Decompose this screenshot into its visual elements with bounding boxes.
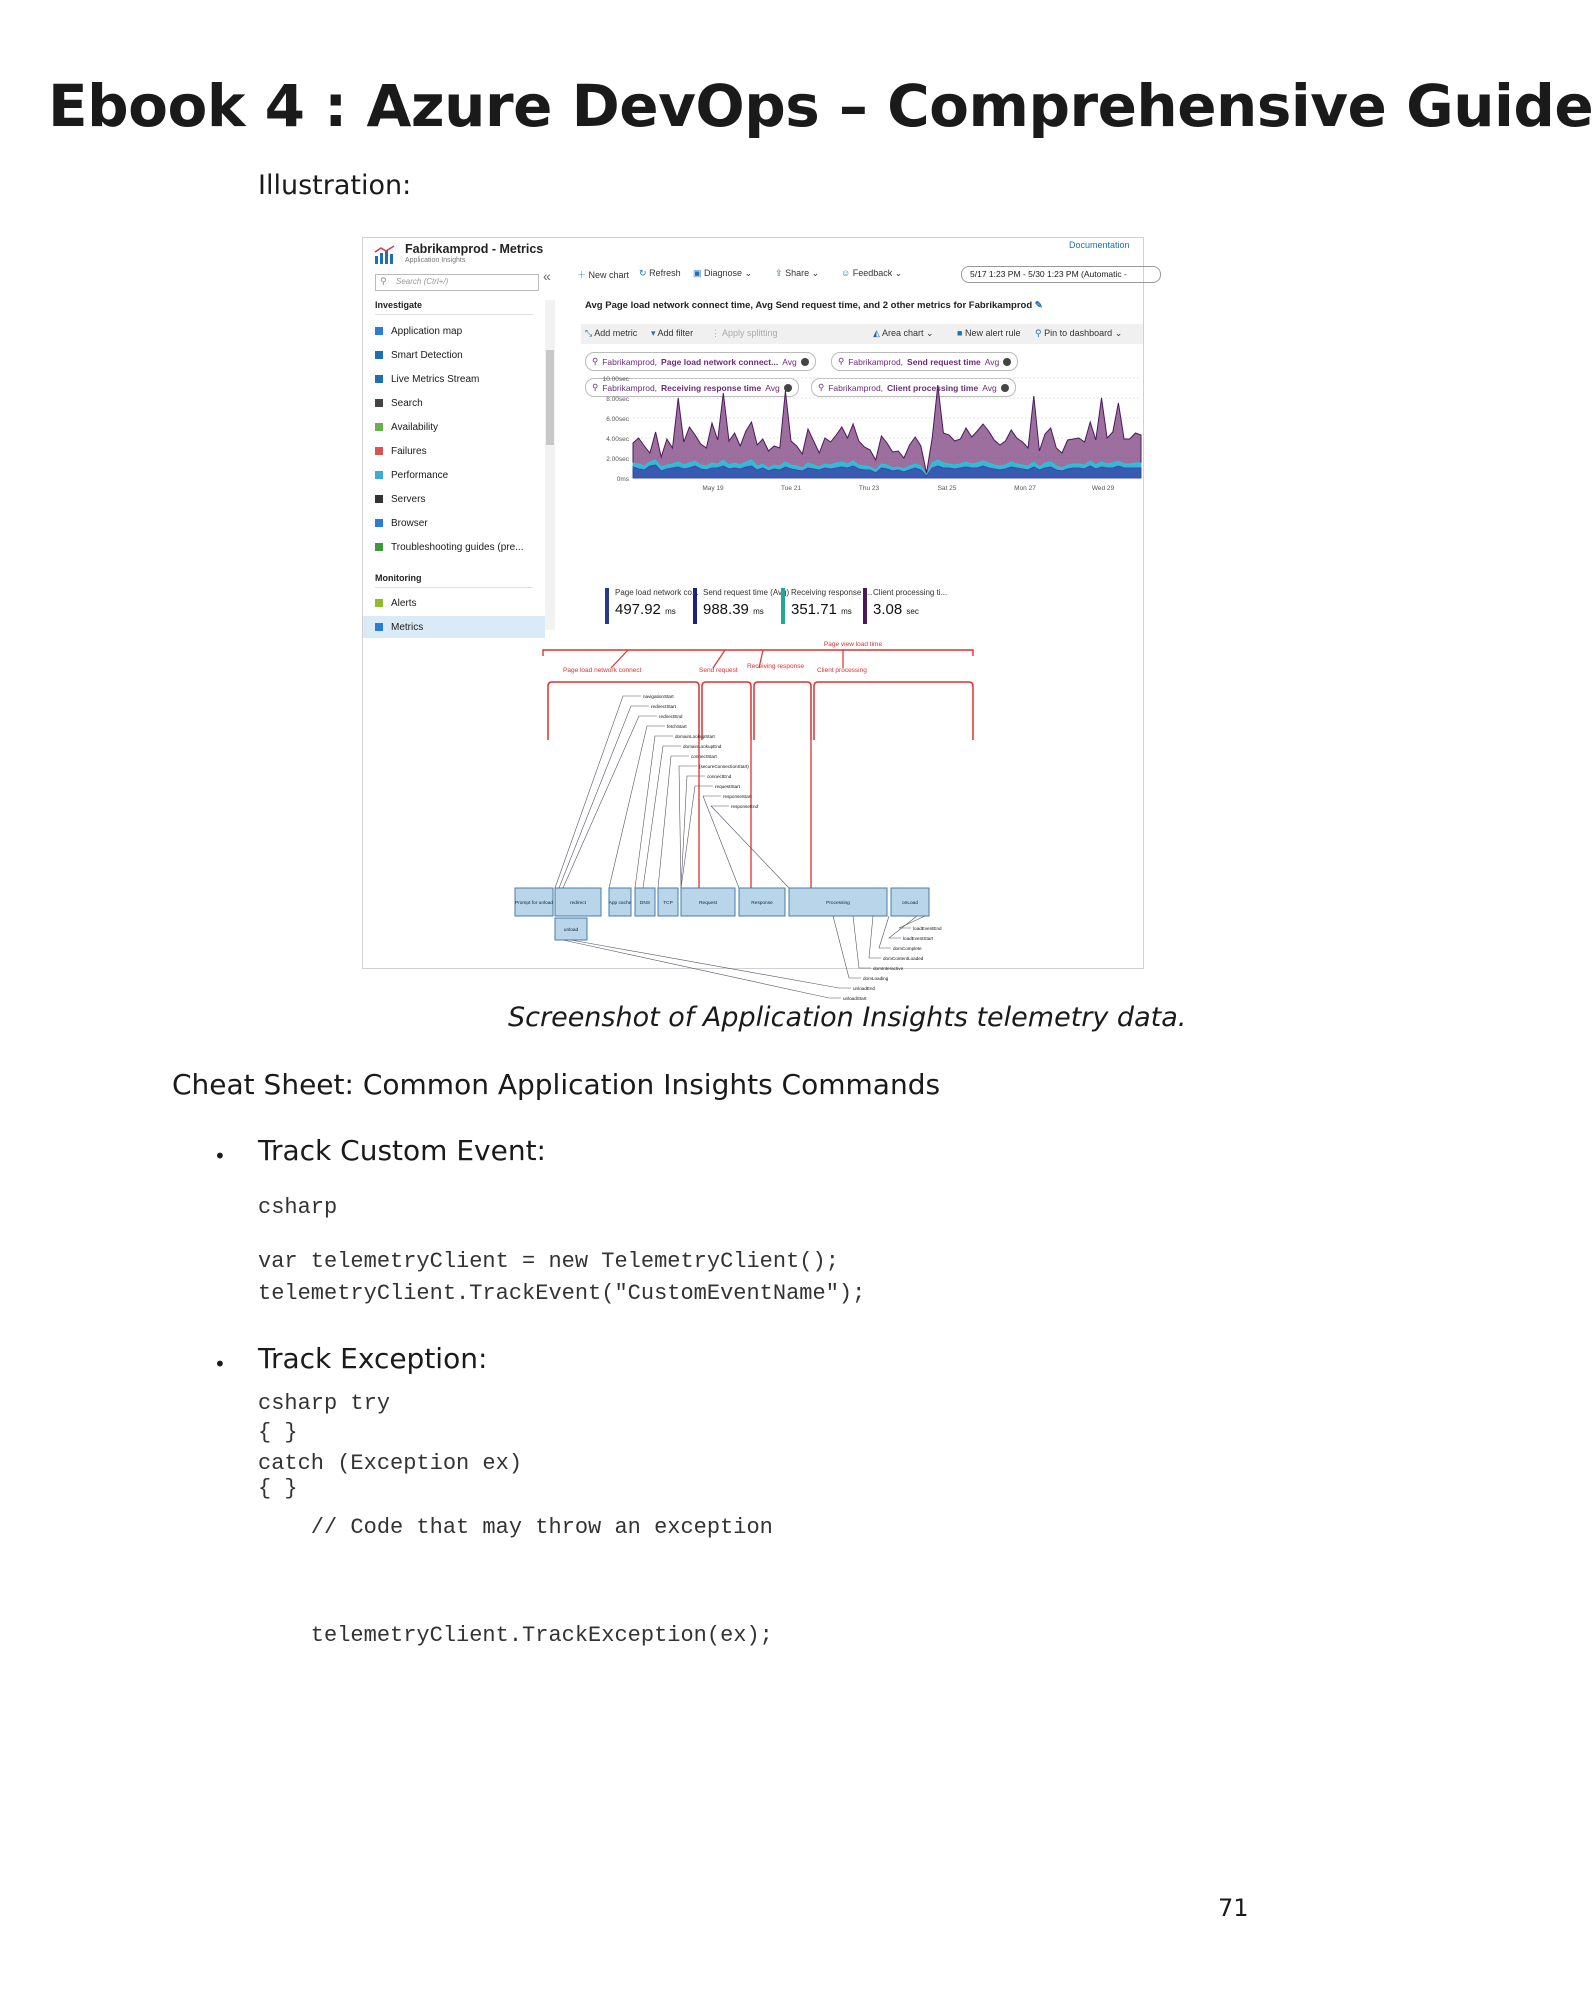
chart-header: Avg Page load network connect time, Avg Send request time, and 2 other metrics for Fabrikamprod ✎: [585, 300, 1043, 311]
stat-name: Send request time (Avg): [703, 588, 790, 597]
phase-bracket: [814, 682, 973, 740]
sidebar-item-icon: [375, 351, 383, 359]
alert-icon: ■: [957, 328, 963, 338]
sidebar-item-label: Availability: [391, 421, 439, 433]
area-chart-icon: ◭: [873, 328, 880, 338]
item-label-track-exception: Track Exception:: [258, 1342, 488, 1375]
code-line: telemetryClient.TrackException(ex);: [258, 1623, 773, 1648]
event-label: navigationStart: [643, 694, 674, 699]
monitoring-heading: Monitoring: [375, 573, 422, 583]
pin-to-dashboard-button[interactable]: ⚲ Pin to dashboard ⌄: [1035, 328, 1123, 338]
search-placeholder: Search (Ctrl+/): [396, 277, 449, 286]
page-view-load-time-label: Page view load time: [823, 641, 883, 648]
sidebar-item-label: Troubleshooting guides (pre...: [391, 541, 524, 553]
event-leader-line: [563, 716, 657, 888]
timing-box-label: DNS: [639, 901, 651, 906]
timing-box-label: Prompt for unload: [514, 901, 554, 906]
event-leader-line: [643, 746, 681, 888]
event-leader-line: [555, 696, 641, 888]
sidebar-item-label: Metrics: [391, 621, 424, 633]
sidebar-item[interactable]: [375, 320, 545, 342]
x-tick-label: Mon 27: [1014, 485, 1036, 492]
diagnose-button[interactable]: ▣ Diagnose ⌄: [693, 268, 753, 278]
stat-name: Receiving response t...: [791, 588, 873, 597]
page-load-timing-diagram: [513, 638, 993, 1001]
sidebar-item-icon: [375, 327, 383, 335]
event-leader-line: [879, 916, 891, 948]
event-leader-line: [563, 940, 841, 998]
x-tick-label: Sat 25: [937, 485, 957, 492]
stat-value: 3.08 sec: [873, 601, 919, 618]
chip-aggregation: Avg: [782, 356, 797, 367]
event-label: domContentLoaded: [883, 956, 924, 961]
timing-box-label: Processing: [826, 901, 850, 906]
x-tick-label: May 19: [702, 485, 724, 492]
event-label: requestStart: [715, 784, 741, 789]
illustration-label: Illustration:: [258, 170, 412, 201]
code-line: catch (Exception ex): [258, 1451, 523, 1476]
event-label: connectEnd: [707, 774, 732, 779]
sidebar-item[interactable]: [375, 536, 545, 558]
event-label: unloadEnd: [853, 986, 875, 991]
sidebar-item-icon: [375, 375, 383, 383]
phase-bracket: [548, 682, 699, 740]
phase-label: Page load network connect: [563, 667, 642, 674]
chip-metric: Send request time: [907, 356, 981, 367]
y-tick-label: 8.00sec: [606, 396, 629, 403]
phase-connector: [713, 650, 725, 668]
share-icon: ⇪: [775, 268, 783, 278]
summary-stat: [693, 588, 789, 624]
chip-aggregation: Avg: [765, 382, 780, 393]
event-leader-line: [681, 776, 705, 888]
x-tick-label: Thu 23: [858, 485, 880, 492]
chip-aggregation: Avg: [982, 382, 997, 393]
event-label: loadEventEnd: [913, 926, 942, 931]
sidebar-item-icon: [375, 543, 383, 551]
code-line: var telemetryClient = new TelemetryClient();: [258, 1249, 839, 1274]
sidebar-item-label: Servers: [391, 493, 426, 505]
sidebar-item-label: Smart Detection: [391, 349, 463, 361]
chip-prefix: Fabrikamprod,: [602, 382, 658, 393]
event-label: unloadStart: [843, 996, 867, 1001]
summary-stat: [863, 588, 947, 624]
chevron-down-icon: ⌄: [894, 268, 903, 278]
stat-value: 351.71 ms: [791, 601, 852, 618]
timing-box-label: Response: [751, 901, 773, 906]
code-line: { }: [258, 1420, 298, 1445]
sidebar-item-icon: [375, 399, 383, 407]
sidebar-item-label: Browser: [391, 517, 428, 529]
page-number: 71: [1218, 1894, 1249, 1922]
event-label: (secureConnectionStart): [699, 764, 749, 769]
event-leader-line: [609, 726, 665, 888]
stat-unit: ms: [841, 607, 852, 616]
event-leader-line: [869, 916, 881, 958]
splitting-icon: ⋮: [711, 328, 720, 338]
sidebar-item-label: Performance: [391, 469, 449, 481]
phase-connector: [611, 650, 628, 668]
app-subtitle: Application Insights: [405, 257, 466, 264]
event-leader-line: [703, 796, 739, 888]
share-button[interactable]: ⇪ Share ⌄: [775, 268, 820, 278]
chip-prefix: Fabrikamprod,: [602, 356, 658, 367]
sidebar-item[interactable]: [375, 392, 545, 414]
sidebar-item-icon: [375, 623, 383, 631]
event-label: loadEventStart: [903, 936, 934, 941]
sidebar-item[interactable]: [375, 512, 545, 534]
close-icon[interactable]: [801, 358, 809, 366]
time-range-picker[interactable]: 5/17 1:23 PM - 5/30 1:23 PM (Automatic -: [961, 266, 1161, 283]
chip-aggregation: Avg: [984, 356, 1000, 367]
stat-name: Page load network co...: [615, 588, 699, 597]
sidebar-item-label: Application map: [391, 325, 463, 337]
timing-box-label: Request: [699, 901, 717, 906]
event-label: responseEnd: [731, 804, 759, 809]
feedback-button[interactable]: ☺ Feedback ⌄: [841, 268, 903, 278]
search-input[interactable]: [375, 274, 539, 291]
event-leader-line: [559, 706, 649, 888]
new-alert-rule-button[interactable]: ■ New alert rule: [957, 328, 1021, 338]
metric-chip[interactable]: [831, 352, 1018, 371]
add-filter-button[interactable]: ▾ Add filter: [651, 328, 694, 338]
refresh-icon: ↻: [639, 268, 647, 278]
close-icon[interactable]: [1003, 358, 1011, 366]
event-label: redirectStart: [651, 704, 677, 709]
new-chart-button[interactable]: ＋ New chart: [577, 270, 630, 280]
metrics-logo-icon: [373, 244, 399, 266]
sidebar-item-label: Live Metrics Stream: [391, 373, 480, 385]
chip-metric: Receiving response time: [661, 382, 762, 393]
summary-stat: [605, 588, 699, 624]
timing-box-label: redirect: [570, 901, 586, 906]
chevron-down-icon: ⌄: [811, 268, 820, 278]
documentation-link[interactable]: Documentation: [1069, 240, 1130, 250]
chip-prefix: Fabrikamprod,: [828, 382, 884, 393]
chevron-down-icon: ⌄: [925, 328, 934, 338]
chevron-down-icon: ⌄: [1114, 328, 1123, 338]
pin-icon: ⚲: [818, 382, 825, 392]
item-label-track-custom-event: Track Custom Event:: [258, 1134, 546, 1167]
y-tick-label: 6.00sec: [606, 416, 629, 423]
add-metric-button[interactable]: ⤡ Add metric: [585, 328, 638, 338]
pencil-icon[interactable]: ✎: [1034, 300, 1043, 311]
sidebar-item-label: Search: [391, 397, 423, 409]
sidebar-item[interactable]: [375, 440, 545, 462]
stat-unit: sec: [906, 607, 919, 616]
sidebar-item[interactable]: [375, 416, 545, 438]
x-tick-label: Tue 21: [781, 485, 801, 492]
chip-metric: Client processing time: [887, 382, 979, 393]
investigate-heading: Investigate: [375, 300, 423, 310]
plus-icon: ＋: [577, 270, 587, 280]
event-label: redirectEnd: [659, 714, 683, 719]
y-tick-label: 10.00sec: [602, 376, 629, 383]
summary-stat: [781, 588, 872, 624]
unload-box-label: unload: [563, 928, 579, 933]
sidebar-item[interactable]: [375, 464, 545, 486]
sidebar-item-icon: [375, 599, 383, 607]
app-title: Fabrikamprod - Metrics: [405, 242, 544, 256]
pin-icon: ⚲: [838, 356, 845, 366]
apply-splitting-button[interactable]: ⋮ Apply splitting: [711, 328, 778, 338]
event-label: domLoading: [863, 976, 889, 981]
app-insights-screenshot: [362, 237, 1144, 1001]
code-line: // Code that may throw an exception: [258, 1515, 773, 1540]
code-line: { }: [258, 1476, 298, 1501]
bullet-marker: •: [214, 1352, 226, 1376]
add-metric-icon: ⤡: [585, 328, 593, 338]
page-title: Ebook 4 : Azure DevOps – Comprehensive Guide: [48, 72, 1593, 140]
pin-icon: ⚲: [1035, 328, 1042, 338]
stat-name: Client processing ti...: [873, 588, 948, 597]
metrics-area-chart: [581, 372, 1143, 522]
pin-icon: ⚲: [592, 356, 599, 366]
stat-unit: ms: [753, 607, 764, 616]
diagnose-icon: ▣: [693, 268, 702, 278]
collapse-sidebar-button[interactable]: «: [543, 268, 551, 284]
sidebar-item[interactable]: [375, 488, 545, 510]
event-label: domainLookupStart: [675, 734, 715, 739]
phase-bracket: [702, 682, 751, 740]
sidebar-item-icon: [375, 423, 383, 431]
x-tick-label: Wed 29: [1091, 485, 1115, 492]
pin-icon: ⚲: [592, 382, 599, 392]
sidebar-item-icon: [375, 495, 383, 503]
timing-box-label: App cache: [608, 901, 632, 906]
filter-icon: ▾: [651, 328, 656, 338]
chevron-down-icon: ⌄: [744, 268, 753, 278]
sidebar-scrollbar[interactable]: [545, 300, 555, 630]
y-tick-label: 2.00sec: [606, 456, 629, 463]
sidebar-item-icon: [375, 447, 383, 455]
event-label: connectStart: [691, 754, 717, 759]
sidebar-item[interactable]: [363, 616, 545, 638]
phase-label: Receiving response: [747, 663, 805, 670]
code-line: telemetryClient.TrackEvent("CustomEventName");: [258, 1281, 866, 1306]
sidebar-item[interactable]: [375, 368, 545, 390]
stat-value: 497.92 ms: [615, 601, 676, 618]
search-icon: ⚲: [380, 276, 387, 286]
refresh-button[interactable]: ↻ Refresh: [639, 268, 681, 278]
chip-prefix: Fabrikamprod,: [848, 356, 904, 367]
metric-chip[interactable]: [585, 352, 816, 371]
y-tick-label: 4.00sec: [606, 436, 629, 443]
stat-unit: ms: [665, 607, 676, 616]
figure-caption: Screenshot of Application Insights telemetry data.: [508, 1002, 1187, 1033]
event-label: domainLookupEnd: [683, 744, 722, 749]
sidebar-item[interactable]: [375, 592, 545, 614]
sidebar-item-icon: [375, 471, 383, 479]
event-label: domComplete: [893, 946, 922, 951]
sidebar-item[interactable]: [375, 344, 545, 366]
phase-label: Send request: [699, 667, 738, 674]
timing-box-label: TCP: [663, 901, 673, 906]
area-chart-dropdown[interactable]: ◭ Area chart ⌄: [873, 328, 934, 338]
bullet-marker: •: [214, 1144, 226, 1168]
event-label: fetchStart: [667, 724, 687, 729]
phase-bracket: [754, 682, 811, 740]
timing-box-label: onLoad: [901, 901, 919, 906]
event-leader-line: [571, 940, 851, 988]
y-tick-label: 0ms: [616, 476, 629, 483]
page-view-brace: [543, 650, 973, 656]
code-lang: csharp: [258, 1195, 338, 1220]
phase-label: Client processing: [817, 667, 867, 674]
event-label: domInteractive: [873, 966, 904, 971]
cheat-sheet-heading: Cheat Sheet: Common Application Insights Commands: [172, 1068, 941, 1101]
stat-value: 988.39 ms: [703, 601, 764, 618]
sidebar-item-icon: [375, 519, 383, 527]
chip-metric: Page load network connect...: [661, 356, 779, 367]
smiley-icon: ☺: [841, 268, 851, 278]
sidebar-item-label: Failures: [391, 445, 427, 457]
event-label: responseStart: [723, 794, 752, 799]
event-leader-line: [853, 916, 871, 968]
code-line: csharp try: [258, 1391, 391, 1416]
sidebar-item-label: Alerts: [391, 597, 417, 609]
